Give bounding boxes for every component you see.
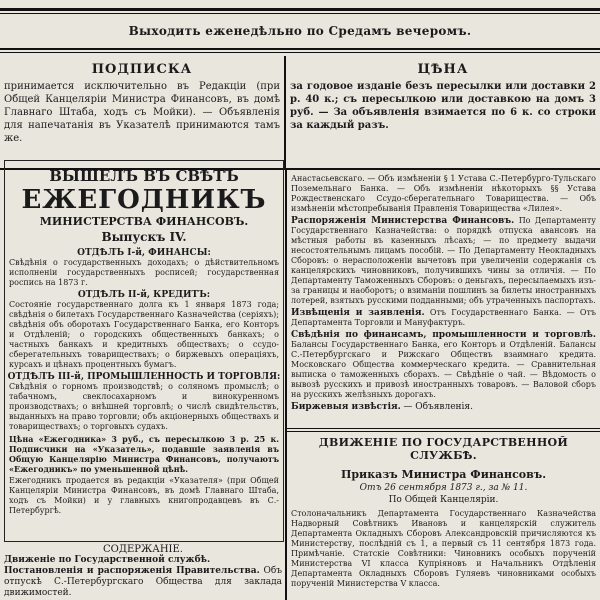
annual-dept3: ОТДѢЛЪ III-й, ПРОМЫШЛЕННОСТЬ И ТОРГОВЛЯ:	[7, 372, 281, 382]
top-rule	[0, 8, 600, 11]
right-finance	[291, 330, 596, 400]
contents-item-orders	[4, 566, 282, 599]
contents-title: СОДЕРЖАНІЕ.	[103, 544, 183, 555]
movement-office: По Общей Канцеляріи.	[388, 495, 499, 505]
right-notices-text: Отъ Государственнаго Банка. — Отъ Департамента Торговли и Мануфактуръ.	[291, 308, 596, 327]
annual-sale-text: Ежегодникъ продается въ редакціи «Указателя» (при Общей Канцеляріи Министра Финансовъ, въ домѣ Главнаго Штаба, ходъ съ Мойки) и у главныхъ книгопродавцевъ въ С.-Петербургѣ.	[9, 476, 279, 515]
annual-published: ВЫШЕЛЪ ВЪ СВѢТЪ	[49, 167, 239, 185]
annual-dept1: ОТДѢЛЪ I-й, ФИНАНСЫ:	[77, 248, 211, 258]
right-orders	[291, 216, 596, 306]
annual-dept3-text: Свѣдѣнія о горномъ производствѣ; о соляномъ промыслѣ; о табачномъ, свеклосахарномъ и винокуренномъ производствахъ; о внѣшней торговлѣ; о числѣ свидѣтельствъ, выданныхъ на право торговли; объ акціонерныхъ обществахъ и товариществахъ; о торговыхъ судахъ.	[9, 382, 279, 431]
price-section	[290, 62, 596, 162]
right-notices-head: Извѣщенія и заявленія.	[291, 308, 425, 318]
annual-price-text: Цѣна «Ежегодника» 3 руб., съ пересылкою 3 р. 25 к. Подписчики на «Указатель», подавшіе заявленія въ Общую Канцелярію Министра Финансовъ, получаютъ «Ежегодникъ» по уменьшенной цѣнѣ.	[9, 434, 279, 474]
top-divider	[284, 56, 286, 168]
right-ads: — Объявленія.	[403, 402, 473, 412]
right-notices	[291, 308, 596, 328]
weekly-notice: Выходить еженедѣльно по Средамъ вечеромъ.	[128, 24, 472, 38]
subscription-text: принимается исключительно въ Редакціи (при Общей Канцеляріи Министра Финансовъ, въ домѣ Главнаго Штаба, ходъ съ Мойки). — Объявленія для напечатанія въ Указателѣ принимаются тамъ же.	[4, 81, 280, 144]
right-section-rule	[287, 428, 600, 429]
movement-section	[291, 436, 596, 600]
contents-item-service: Движеніе по Государственной службѣ.	[4, 555, 211, 565]
movement-title: ДВИЖЕНІЕ ПО ГОСУДАРСТВЕННОЙ СЛУЖБѢ.	[318, 436, 569, 462]
right-section-rule2	[287, 431, 600, 432]
column-divider	[285, 170, 287, 600]
price-text: за годовое изданіе безъ пересылки или доставки 2 р. 40 к.; съ пересылкою или доставкою на домъ 3 руб. — За объявленія взимается по 6 к. со строки за каждый разъ.	[290, 81, 596, 131]
right-exchange-head: Биржевыя извѣстія.	[291, 402, 401, 412]
movement-order: Приказъ Министра Финансовъ.	[340, 468, 547, 481]
subscription-title: ПОДПИСКА	[91, 62, 193, 77]
annual-title: ЕЖЕГОДНИКЪ	[21, 185, 267, 215]
annual-ministry: МИНИСТЕРСТВА ФИНАНСОВЪ.	[39, 215, 249, 228]
right-text1: Анастасьевскаго. — Объ измѣненіи § 1 Устава С.-Петербурго-Тульскаго Поземельнаго Банка. — Объ измѣненіи нѣкоторыхъ §§ Устава Рождественскаго Ссудо-сберегательнаго Товарищества. — Объ измѣненіи мѣстопребыванія Правленія Товарищества «Лилея».	[291, 174, 596, 213]
right-orders-text: По Департаменту Государственнаго Казначейства: о порядкѣ отпуска авансовъ на мѣстныя работы въ казенныхъ лѣсахъ; — по предмету выдачи несостоятельнымъ лицамъ пособій. — По Департаменту Неокладныхъ Сборовъ: о нерасположеніи вычетовъ при увеличеніи содержанія съ канцелярскихъ чиновниковъ, получившихъ чины за отличія. — По Департаменту Таможенныхъ Сборовъ: о деньгахъ, пересылаемыхъ изъ-за границы и наоборотъ; о взиманіи пошлинъ за билеты иностранныхъ лотерей, взятыхъ русскими подданными; объ утраченныхъ паспортахъ.	[291, 216, 596, 305]
subscription-section	[4, 62, 280, 158]
header-rule	[0, 48, 600, 50]
annual-dept2-text: Состояніе государственнаго долга къ 1 января 1873 года; свѣдѣнія о билетахъ Государственнаго Казначейства (серіяхъ); свѣдѣнія объ оборотахъ Государственнаго Банка, его Конторъ и Отдѣленій; о городскихъ общественныхъ банкахъ; о частныхъ банкахъ и кредитныхъ обществахъ; о ссудо-сберегательныхъ товариществахъ; о биржевыхъ операціяхъ, курсахъ и цѣнахъ процентныхъ бумагъ.	[9, 300, 279, 369]
annual-ad	[4, 160, 284, 542]
right-contents	[291, 174, 596, 424]
right-exchange	[291, 402, 596, 412]
annual-issue: Выпускъ IV.	[101, 230, 187, 244]
contents-section	[4, 544, 282, 600]
right-finance-text: Балансы Государственнаго Банка, его Конторъ и Отдѣленій. Балансы С.-Петербургскаго и Рижскаго Обществъ взаимнаго кредита. Московскаго Общества коммерческаго кредита. — Сравнительная выписка о таможенныхъ сборахъ. — Свѣдѣніе о чай. — Вѣдомость о вывозѣ русскихъ и привозѣ иностранныхъ товаровъ. — Валовой сборъ на русскихъ желѣзныхъ дорогахъ.	[291, 340, 596, 399]
contents-item-orders-head: Постановленія и распоряженія Правительства.	[4, 566, 260, 576]
annual-dept1-text: Свѣдѣнія о государственныхъ доходахъ; о дѣйствительномъ исполненіи государственныхъ росписей; государственная роспись на 1873 г.	[9, 258, 279, 287]
annual-dept2: ОТДѢЛЪ II-й, КРЕДИТЪ:	[77, 290, 211, 300]
right-orders-head: Распоряженія Министерства Финансовъ.	[291, 216, 515, 226]
price-title: ЦѢНА	[417, 62, 469, 77]
contents-item-orders-text: Объ отпускѣ С.-Петербургскаго Общества для заклада движимостей.	[4, 566, 282, 598]
header-rule-thin	[0, 52, 600, 53]
top-rule-thin	[0, 13, 600, 14]
movement-text: Столоначальникъ Департамента Государственнаго Казначейства Надворный Совѣтникъ Ивановъ и канцелярскій служитель Департамента Окладныхъ Сборовъ Александровскій причисляются къ Министерству, послѣдній съ 1, а первый съ 11 сентября 1873 года. Примѣчаніе. Статскіе Совѣтники: Чиновникъ особыхъ порученій Министерства VI класса Купріяновъ и Начальникъ Отдѣленія Департамента Окладныхъ Сборовъ Гуляевъ чиновниками особыхъ порученій Министерства V класса.	[291, 509, 596, 588]
movement-date: Отъ 26 сентября 1873 г., за № 11.	[359, 483, 528, 493]
right-finance-head: Свѣдѣнія по финансамъ, промышленности и торговлѣ.	[291, 330, 596, 340]
